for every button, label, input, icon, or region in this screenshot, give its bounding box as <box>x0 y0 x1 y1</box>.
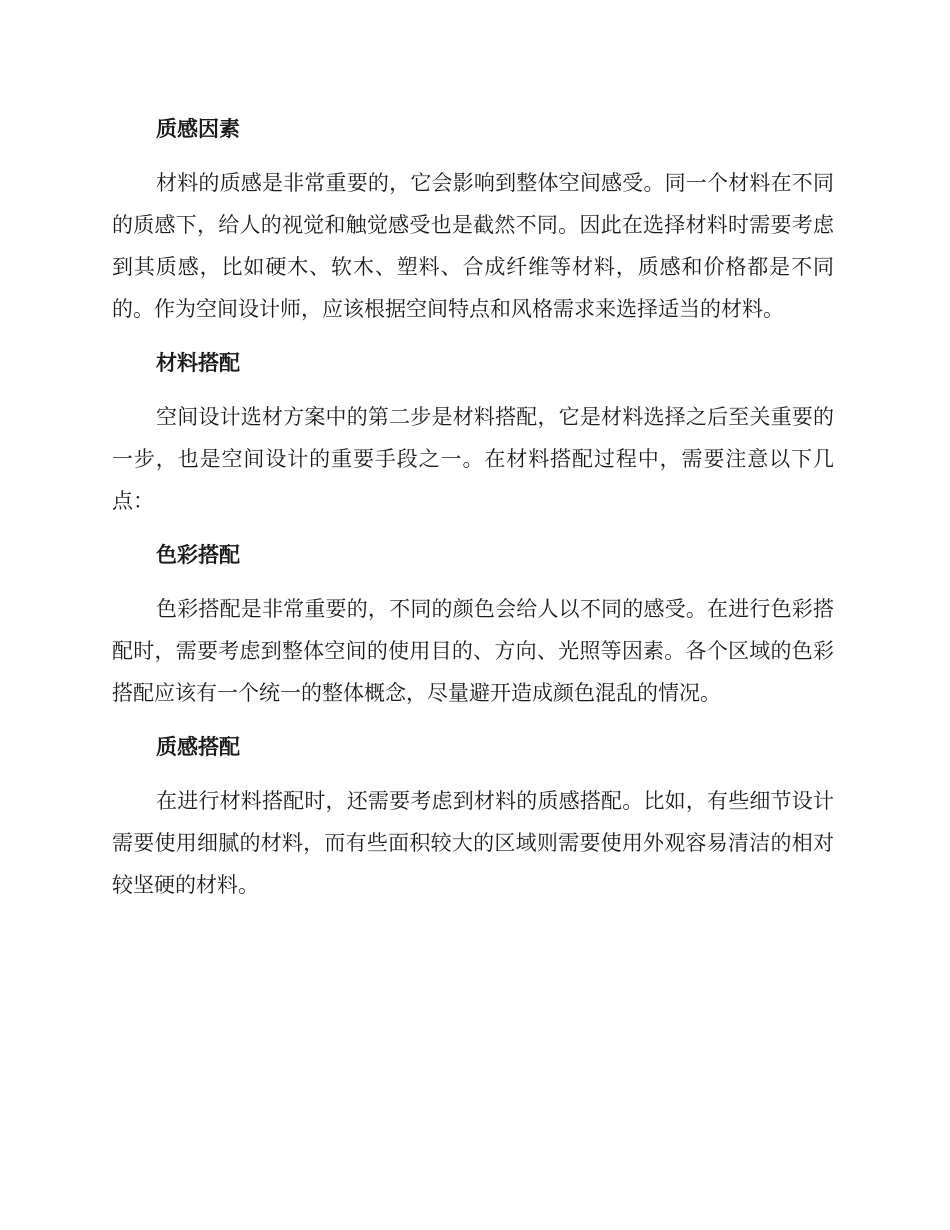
section-heading-color-matching: 色彩搭配 <box>156 543 240 567</box>
document-content <box>112 108 834 918</box>
section-heading-texture-factor: 质感因素 <box>156 117 240 141</box>
section-body-texture-factor: 材料的质感是非常重要的，它会影响到整体空间感受。同一个材料在不同的质感下，给人的视觉和触觉感受也是截然不同。因此在选择材料时需要考虑到其质感，比如硬木、软木、塑料、合成纤维等材料，质感和价格都是不同的。作为空间设计师，应该根据空间特点和风格需求来选择适当的材料。 <box>112 171 834 321</box>
section-body-color-matching: 色彩搭配是非常重要的，不同的颜色会给人以不同的感受。在进行色彩搭配时，需要考虑到整体空间的使用目的、方向、光照等因素。各个区域的色彩搭配应该有一个统一的整体概念，尽量避开造成颜色混乱的情况。 <box>112 597 834 705</box>
section-body-material-matching: 空间设计选材方案中的第二步是材料搭配，它是材料选择之后至关重要的一步，也是空间设计的重要手段之一。在材料搭配过程中，需要注意以下几点： <box>112 405 834 513</box>
section-heading-texture-matching: 质感搭配 <box>156 735 240 759</box>
section-heading-material-matching: 材料搭配 <box>156 351 240 375</box>
section-body-texture-matching: 在进行材料搭配时，还需要考虑到材料的质感搭配。比如，有些细节设计需要使用细腻的材料，而有些面积较大的区域则需要使用外观容易清洁的相对较坚硬的材料。 <box>112 789 834 897</box>
